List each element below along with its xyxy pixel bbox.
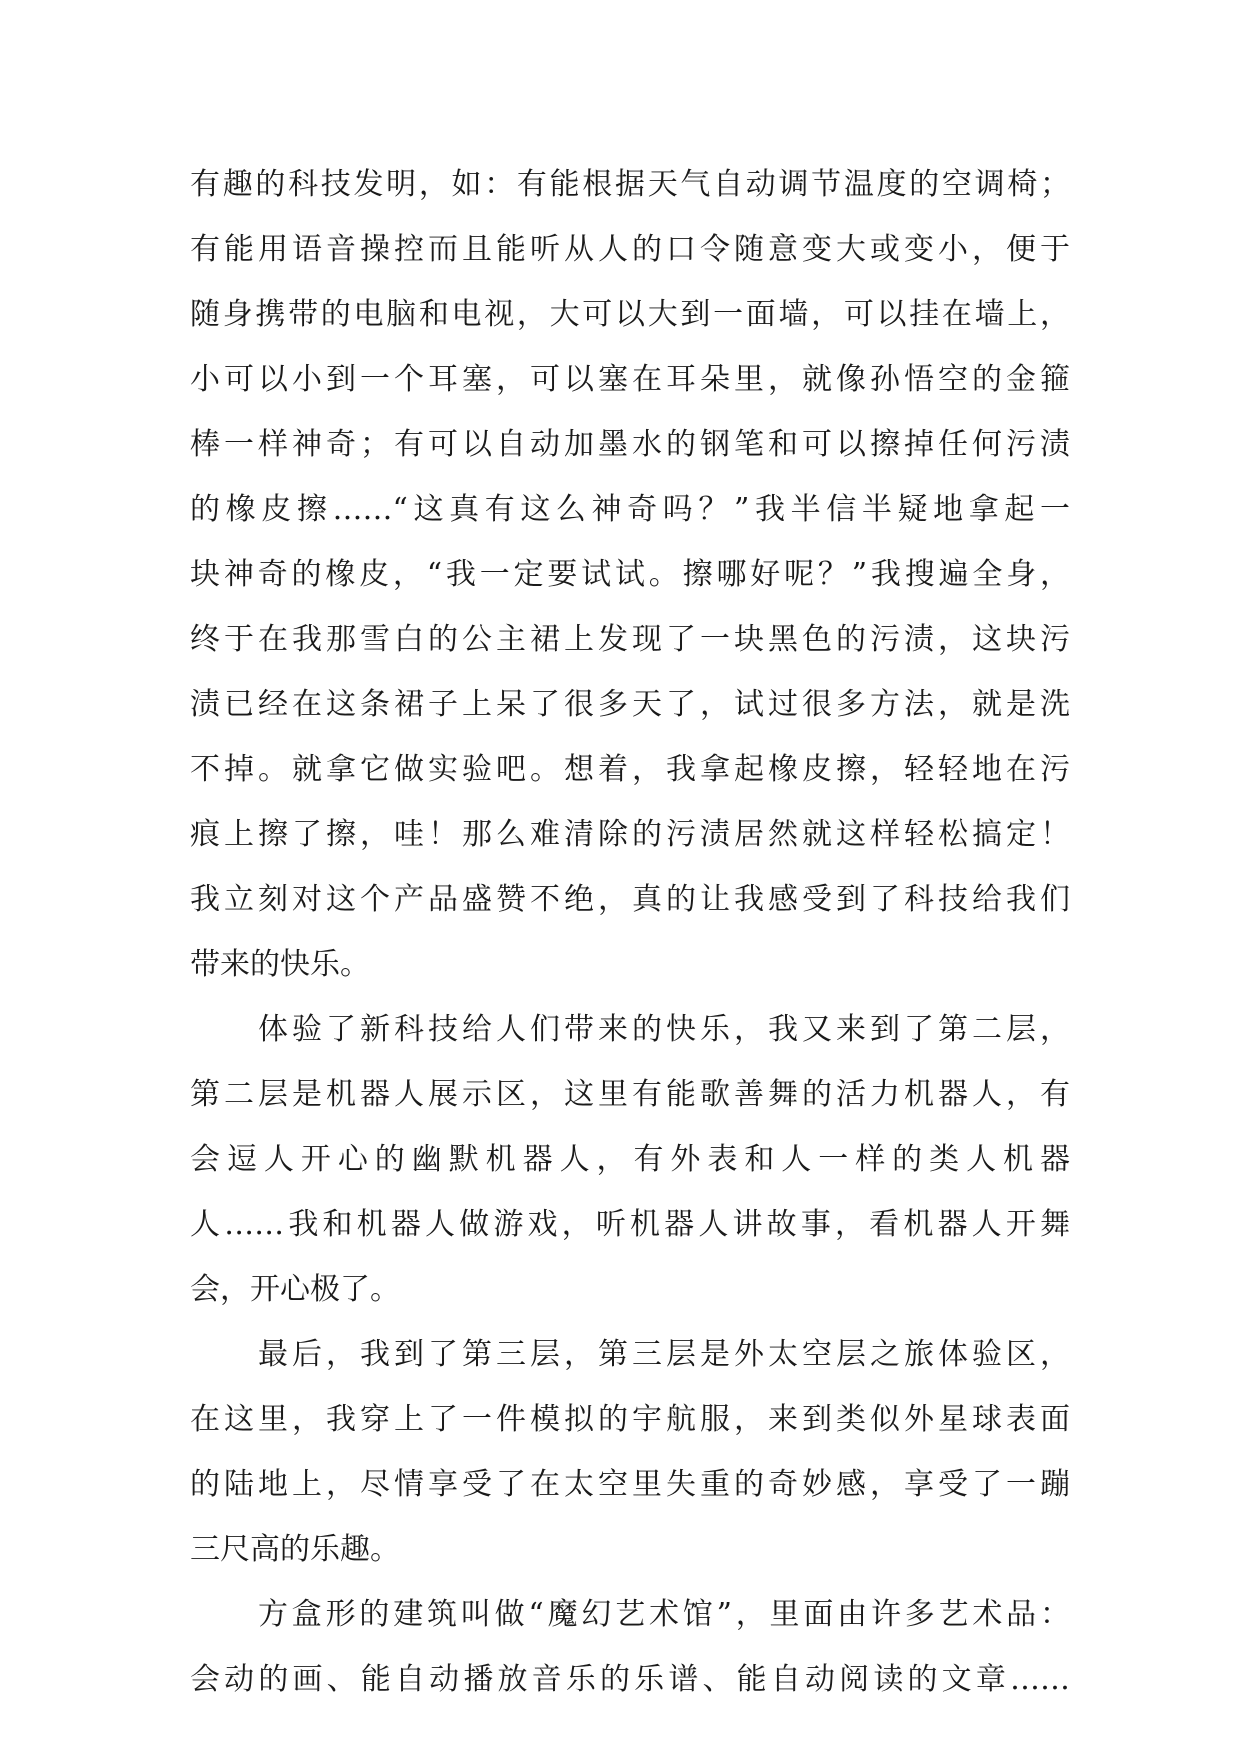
text-line: 小可以小到一个耳塞，可以塞在耳朵里，就像孙悟空的金箍 [190,362,1070,397]
text-line: 不掉。就拿它做实验吧。想着，我拿起橡皮擦，轻轻地在污 [190,752,1070,787]
text-line: 在这里，我穿上了一件模拟的宇航服，来到类似外星球表面 [190,1402,1070,1437]
paragraph-start-line: 体验了新科技给人们带来的快乐，我又来到了第二层， [258,1012,1070,1047]
paragraph-start-line: 方盒形的建筑叫做“魔幻艺术馆”，里面由许多艺术品： [258,1597,1070,1632]
text-line: 终于在我那雪白的公主裙上发现了一块黑色的污渍，这块污 [190,622,1070,657]
text-line: 有能用语音操控而且能听从人的口令随意变大或变小，便于 [190,232,1070,267]
text-line: 块神奇的橡皮，“我一定要试试。擦哪好呢？”我搜遍全身， [190,557,1070,592]
text-line: 的陆地上，尽情享受了在太空里失重的奇妙感，享受了一蹦 [190,1467,1070,1502]
text-line: 痕上擦了擦，哇！那么难清除的污渍居然就这样轻松搞定！ [190,817,1070,852]
text-line: 棒一样神奇；有可以自动加墨水的钢笔和可以擦掉任何污渍 [190,427,1070,462]
text-line: 的橡皮擦……“这真有这么神奇吗？”我半信半疑地拿起一 [190,492,1070,527]
paragraph-start-line: 最后，我到了第三层，第三层是外太空层之旅体验区， [258,1337,1070,1372]
text-line: 人……我和机器人做游戏，听机器人讲故事，看机器人开舞 [190,1207,1070,1242]
text-line: 带来的快乐。 [190,947,370,982]
text-line: 第二层是机器人展示区，这里有能歌善舞的活力机器人，有 [190,1077,1070,1112]
text-line: 会逗人开心的幽默机器人，有外表和人一样的类人机器 [190,1142,1070,1177]
text-line: 会，开心极了。 [190,1272,400,1307]
text-line: 渍已经在这条裙子上呆了很多天了，试过很多方法，就是洗 [190,687,1070,722]
text-line: 三尺高的乐趣。 [190,1532,400,1567]
text-line: 有趣的科技发明，如：有能根据天气自动调节温度的空调椅； [190,167,1070,202]
body-text [190,160,1070,1720]
text-line: 随身携带的电脑和电视，大可以大到一面墙，可以挂在墙上， [190,297,1070,332]
text-line: 我立刻对这个产品盛赞不绝，真的让我感受到了科技给我们 [190,882,1070,917]
text-line: 会动的画、能自动播放音乐的乐谱、能自动阅读的文章…… [190,1662,1070,1697]
